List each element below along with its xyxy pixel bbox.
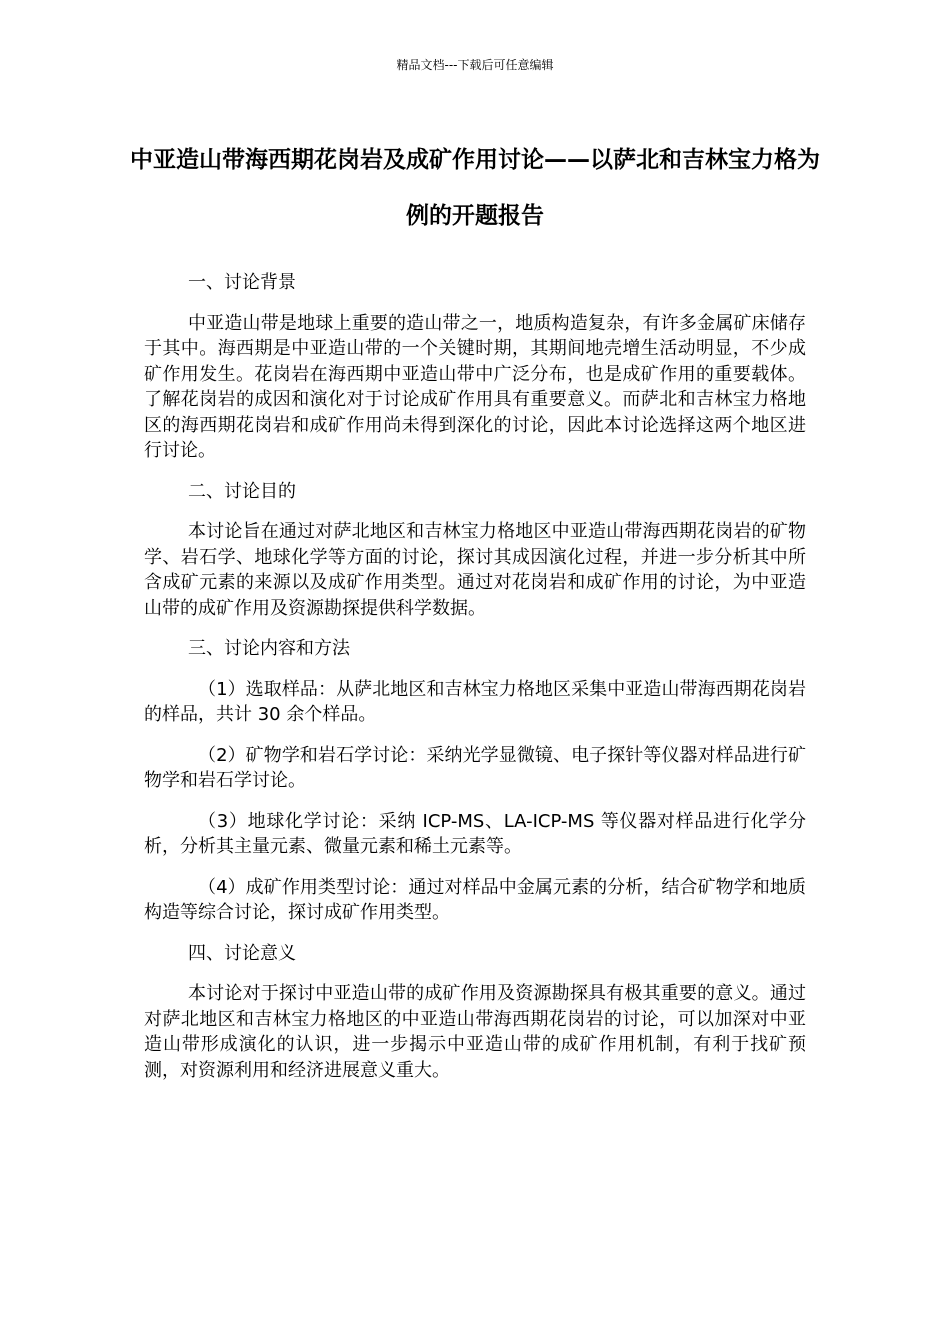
section-background: [144, 270, 806, 464]
method-item: （1）选取样品：从萨北地区和吉林宝力格地区采集中亚造山带海西期花岗岩的样品，共计 30 余个样品。: [144, 678, 806, 725]
method-item: （2）矿物学和岩石学讨论：采纳光学显微镜、电子探针等仪器对样品进行矿物学和岩石学讨论。: [144, 744, 806, 791]
section-paragraph: 本讨论对于探讨中亚造山带的成矿作用及资源勘探具有极其重要的意义。通过对萨北地区和吉林宝力格地区的中亚造山带海西期花岗岩的讨论，可以加深对中亚造山带形成演化的认识，进一步揭示中亚造山带的成矿作用机制，有利于找矿预测，对资源利用和经济进展意义重大。: [144, 983, 806, 1081]
section-heading: 三、讨论内容和方法: [188, 638, 350, 659]
section-heading: 一、讨论背景: [188, 272, 296, 293]
section-paragraph: 本讨论旨在通过对萨北地区和吉林宝力格地区中亚造山带海西期花岗岩的矿物学、岩石学、地球化学等方面的讨论，探讨其成因演化过程，并进一步分析其中所含成矿元素的来源以及成矿作用类型。通过对花岗岩和成矿作用的讨论，为中亚造山带的成矿作用及资源勘探提供科学数据。: [144, 521, 806, 619]
method-item: （3）地球化学讨论：采纳 ICP-MS、LA-ICP-MS 等仪器对样品进行化学分析，分析其主量元素、微量元素和稀土元素等。: [144, 810, 806, 857]
section-heading: 四、讨论意义: [188, 942, 296, 964]
section-paragraph: 中亚造山带是地球上重要的造山带之一，地质构造复杂，有许多金属矿床储存于其中。海西期是中亚造山带的一个关键时期，其期间地壳增生活动明显，不少成矿作用发生。花岗岩在海西期中亚造山带中广泛分布，也是成矿作用的重要载体。了解花岗岩的成因和演化对于讨论成矿作用具有重要意义。而萨北和吉林宝力格地区的海西期花岗岩和成矿作用尚未得到深化的讨论，因此本讨论选择这两个地区进行讨论。: [144, 312, 806, 461]
section-significance: [144, 941, 806, 1084]
section-methods: [144, 636, 806, 926]
section-heading: 二、讨论目的: [188, 480, 296, 502]
document-title: 中亚造山带海西期花岗岩及成矿作用讨论——以萨北和吉林宝力格为例的开题报告: [130, 147, 820, 229]
section-purpose: [144, 479, 806, 622]
document-body: [144, 270, 806, 1098]
method-item: （4）成矿作用类型讨论：通过对样品中金属元素的分析，结合矿物学和地质构造等综合讨论，探讨成矿作用类型。: [144, 876, 806, 923]
page-header-note: 精品文档---下载后可任意编辑: [396, 58, 554, 72]
